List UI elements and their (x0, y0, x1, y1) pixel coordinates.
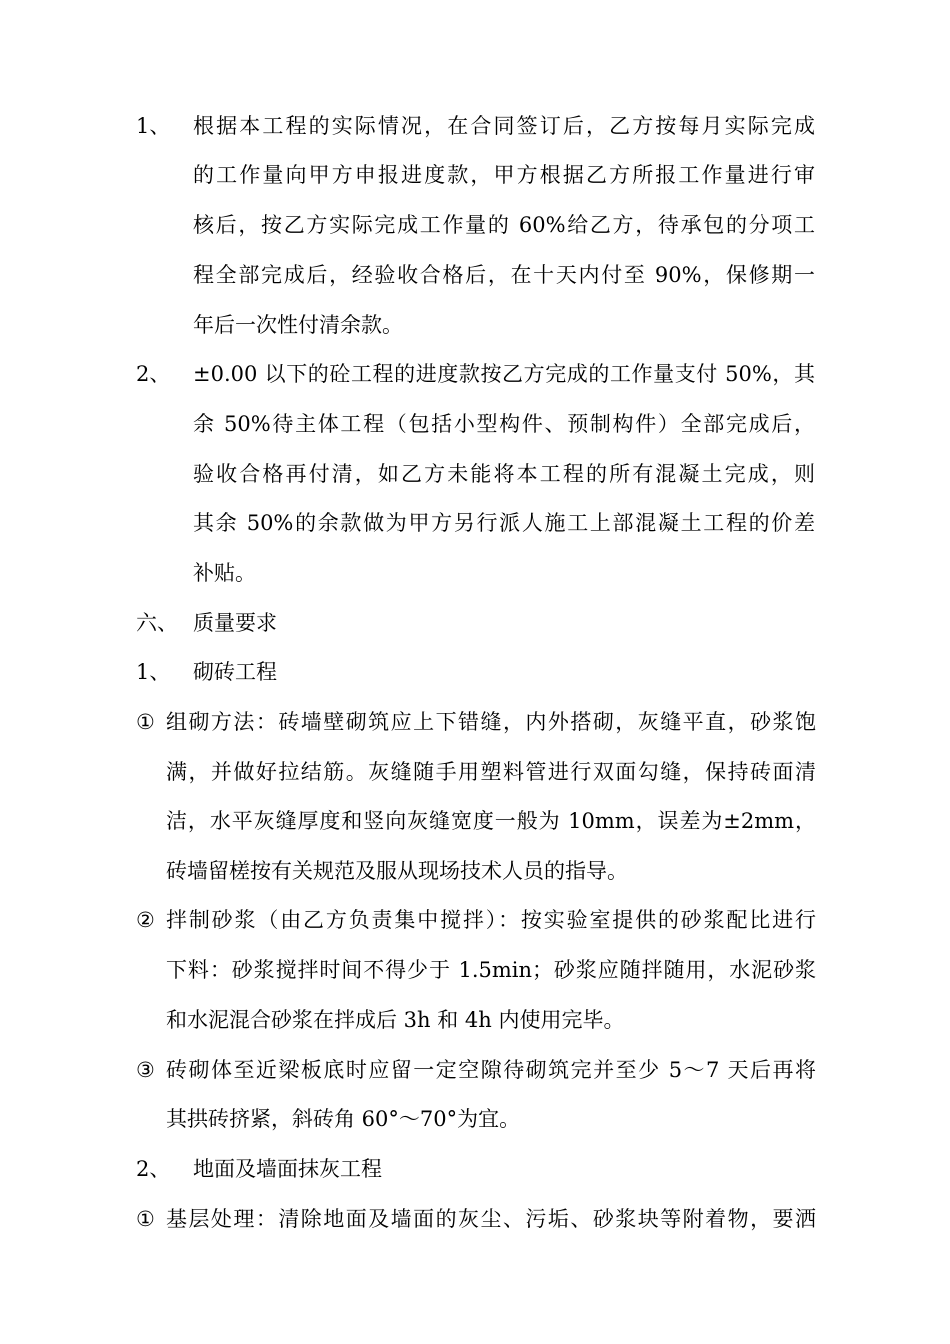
text-line: 和水泥混合砂浆在拌成后 3h 和 4h 内使用完毕。 (166, 1008, 625, 1032)
text-line: ±0.00 以下的砼工程的进度款按乙方完成的工作量支付 50%，其 (193, 362, 815, 386)
text-line: 洁，水平灰缝厚度和竖向灰缝宽度一般为 10mm，误差为±2mm， (166, 809, 816, 833)
subsection-title: 砌砖工程 (193, 660, 277, 684)
subsection-number: 2、 (136, 1157, 171, 1181)
text-line: 组砌方法：砖墙壁砌筑应上下错缝，内外搭砌，灰缝平直，砂浆饱 (166, 710, 816, 734)
text-line: 核后，按乙方实际完成工作量的 60%给乙方，待承包的分项工 (193, 213, 815, 237)
text-line: 满，并做好拉结筋。灰缝随手用塑料管进行双面勾缝，保持砖面清 (166, 760, 816, 784)
subsection-title: 地面及墙面抹灰工程 (193, 1157, 382, 1181)
circled-number-marker: ① (136, 710, 155, 734)
circled-number-marker: ③ (136, 1058, 155, 1082)
text-line: 年后一次性付清余款。 (193, 313, 403, 337)
text-line: 根据本工程的实际情况，在合同签订后，乙方按每月实际完成 (193, 114, 815, 138)
text-line: 砖砌体至近梁板底时应留一定空隙待砌筑完并至少 5～7 天后再将 (166, 1058, 816, 1082)
text-line: 验收合格再付清，如乙方未能将本工程的所有混凝土完成，则 (193, 462, 815, 486)
section-title: 质量要求 (193, 611, 277, 635)
clause-number: 1、 (136, 114, 171, 138)
subsection-number: 1、 (136, 660, 171, 684)
circled-number-marker: ① (136, 1207, 155, 1231)
text-line: 基层处理：清除地面及墙面的灰尘、污垢、砂浆块等附着物，要洒 (166, 1207, 816, 1231)
text-line: 其余 50%的余款做为甲方另行派人施工上部混凝土工程的价差 (193, 511, 815, 535)
text-line: 的工作量向甲方申报进度款，甲方根据乙方所报工作量进行审 (193, 163, 815, 187)
text-line: 下料：砂浆搅拌时间不得少于 1.5min；砂浆应随拌随用，水泥砂浆 (166, 958, 816, 982)
circled-number-marker: ② (136, 908, 155, 932)
text-line: 余 50%待主体工程（包括小型构件、预制构件）全部完成后， (193, 412, 815, 436)
text-line: 砖墙留槎按有关规范及服从现场技术人员的指导。 (166, 859, 628, 883)
text-line: 拌制砂浆（由乙方负责集中搅拌）：按实验室提供的砂浆配比进行 (166, 908, 816, 932)
text-line: 补贴。 (193, 561, 256, 585)
section-number: 六、 (136, 611, 178, 635)
text-line: 其拱砖挤紧，斜砖角 60°～70°为宜。 (166, 1107, 521, 1131)
clause-number: 2、 (136, 362, 171, 386)
text-line: 程全部完成后，经验收合格后，在十天内付至 90%，保修期一 (193, 263, 815, 287)
